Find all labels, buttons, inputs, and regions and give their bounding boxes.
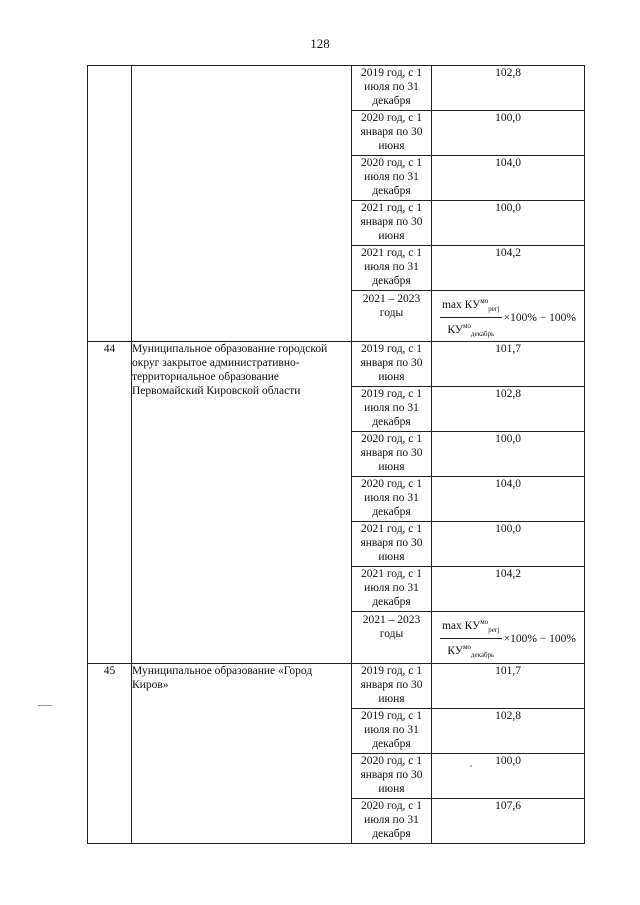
period-cell: 2019 год, с 1 июля по 31 декабря	[352, 387, 432, 432]
index-value-cell: 100,0	[432, 432, 585, 477]
index-value-cell: 100,0	[432, 753, 585, 798]
municipality-name	[132, 66, 352, 342]
formula-denominator	[445, 318, 496, 341]
period-cell: 2019 год, с 1 июля по 31 декабря	[352, 66, 432, 111]
municipality-name: Муниципальное образование городской округ закрытое административно-территориальное образование Первомайский Кировской области	[132, 342, 352, 663]
index-value-cell: 104,2	[432, 567, 585, 612]
period-cell: 2021 год, с 1 января по 30 июня	[352, 201, 432, 246]
period-cell: 2020 год, с 1 января по 30 июня	[352, 753, 432, 798]
row-number: 44	[88, 342, 132, 663]
period-cell: 2021 год, с 1 января по 30 июня	[352, 522, 432, 567]
formula-numerator	[440, 294, 502, 318]
formula-denominator-sup: мо	[462, 322, 471, 331]
index-value-cell: 102,8	[432, 66, 585, 111]
formula-numerator-sub: регj	[488, 626, 500, 635]
formula-cell	[432, 612, 585, 663]
period-cell: 2019 год, с 1 июля по 31 декабря	[352, 708, 432, 753]
period-cell: 2020 год, с 1 июля по 31 декабря	[352, 156, 432, 201]
index-value-cell: 100,0	[432, 111, 585, 156]
period-cell: 2019 год, с 1 января по 30 июня	[352, 342, 432, 387]
formula-denominator-sup: мо	[462, 643, 471, 652]
formula-denominator	[445, 639, 496, 662]
margin-mark	[38, 705, 52, 706]
period-cell: 2020 год, с 1 июля по 31 декабря	[352, 477, 432, 522]
tariff-table	[87, 65, 585, 844]
formula-numerator-main: max КУ	[441, 620, 481, 633]
formula-fraction	[440, 294, 502, 341]
table-row	[88, 66, 585, 111]
table-row	[88, 663, 585, 708]
formula-numerator-sup: мо	[480, 297, 489, 305]
formula-fraction	[440, 615, 502, 662]
formula-denominator-sub: декабрь	[470, 651, 495, 660]
period-cell: 2020 год, с 1 июля по 31 декабря	[352, 798, 432, 843]
municipality-name: Муниципальное образование «Город Киров»	[132, 663, 352, 843]
index-value-cell: 100,0	[432, 522, 585, 567]
index-value-cell: 104,0	[432, 477, 585, 522]
index-value-cell: 101,7	[432, 342, 585, 387]
formula-numerator-sup: мо	[480, 618, 489, 627]
period-cell: 2020 год, с 1 января по 30 июня	[352, 111, 432, 156]
formula-tail: ×100% − 100%	[503, 311, 577, 324]
index-value-cell: 100,0	[432, 201, 585, 246]
growth-formula	[432, 612, 584, 662]
formula-numerator-main: max КУ	[441, 298, 481, 311]
formula-denominator-main: КУ	[447, 645, 463, 658]
formula-denominator-sub: декабрь	[470, 330, 495, 339]
index-value-cell: 102,8	[432, 708, 585, 753]
growth-formula	[432, 291, 584, 341]
index-value-cell: 104,2	[432, 246, 585, 291]
formula-cell	[432, 291, 585, 342]
tariff-table-body	[88, 66, 585, 844]
row-number: 45	[88, 663, 132, 843]
index-value-cell: 107,6	[432, 798, 585, 843]
period-cell: 2021 – 2023 годы	[352, 291, 432, 342]
page-number: 128	[310, 36, 330, 51]
row-number	[88, 66, 132, 342]
period-cell: 2021 – 2023 годы	[352, 612, 432, 663]
period-cell: 2020 год, с 1 января по 30 июня	[352, 432, 432, 477]
formula-numerator	[440, 615, 502, 639]
period-cell: 2021 год, с 1 июля по 31 декабря	[352, 246, 432, 291]
index-value-cell: 101,7	[432, 663, 585, 708]
index-value-cell: 104,0	[432, 156, 585, 201]
period-cell: 2021 год, с 1 июля по 31 декабря	[352, 567, 432, 612]
formula-numerator-sub: регj	[488, 305, 500, 314]
table-row	[88, 342, 585, 387]
formula-denominator-main: КУ	[447, 323, 463, 336]
formula-tail: ×100% − 100%	[503, 632, 577, 645]
index-value-cell: 102,8	[432, 387, 585, 432]
period-cell: 2019 год, с 1 января по 30 июня	[352, 663, 432, 708]
